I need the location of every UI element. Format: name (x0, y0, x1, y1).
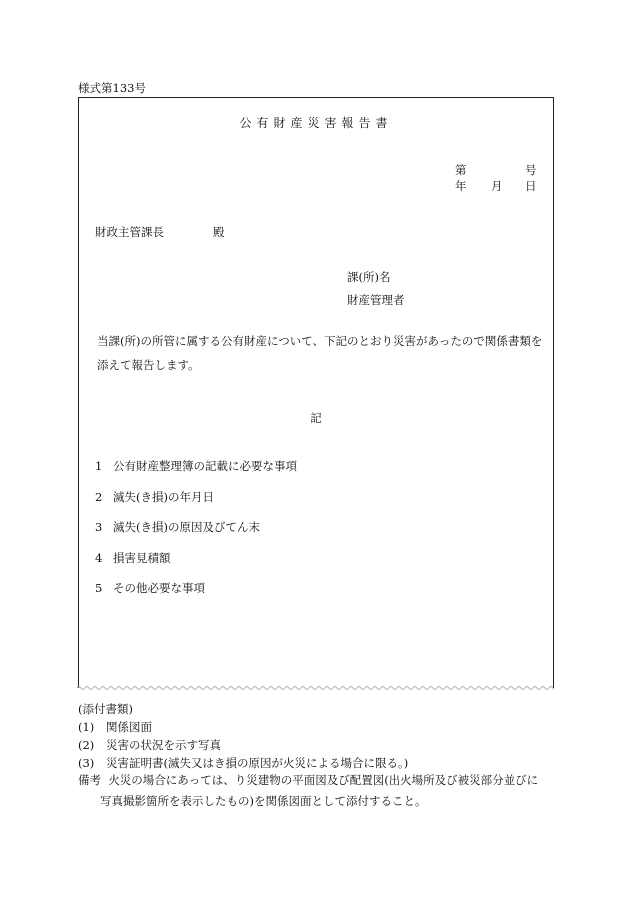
sender-dept: 課(所)名 (347, 270, 391, 284)
addressee-honorific: 殿 (213, 225, 225, 239)
list-item (95, 550, 171, 566)
body-paragraph: 当課(所)の所管に属する公有財産について、下記のとおり災害があったので関係書類を添えて報告します。 (97, 334, 543, 372)
item-text: 滅失(き損)の年月日 (113, 490, 214, 504)
list-item (95, 489, 214, 505)
list-item (78, 719, 152, 735)
doc-number-suffix: 号 (525, 163, 537, 177)
remarks-label: 備考 (78, 773, 101, 787)
item-text: その他必要な事項 (113, 581, 205, 595)
attachment-number: (3) (78, 756, 95, 770)
item-number: 3 (95, 520, 103, 534)
remarks-text-1: 火災の場合にあっては、り災建物の平面図及び配置図(出火場所及び被災部分並びに (108, 773, 539, 787)
item-text: 公有財産整理簿の記載に必要な事項 (113, 459, 297, 473)
attachment-text: 関係図面 (106, 720, 152, 734)
addressee-name: 財政主管課長 (95, 225, 164, 239)
remarks-line-2: 写真撮影箇所を表示したもの)を関係図面として添付すること。 (100, 794, 427, 808)
sender-manager: 財産管理者 (347, 293, 405, 307)
list-item (95, 580, 205, 596)
date-month: 月 (491, 179, 503, 193)
list-item (95, 458, 297, 474)
document-title: 公有財産災害報告書 (239, 116, 393, 130)
attachment-number: (2) (78, 738, 95, 752)
list-item (78, 737, 221, 753)
form-number: 様式第133号 (78, 81, 146, 95)
list-item (95, 519, 260, 535)
attachment-number: (1) (78, 720, 95, 734)
item-number: 5 (95, 581, 103, 595)
report-form-frame (78, 97, 554, 688)
item-number: 4 (95, 551, 103, 565)
attachment-text: 災害証明書(滅失又はき損の原因が火災による場合に限る。) (106, 756, 409, 770)
attachment-text: 災害の状況を示す写真 (106, 738, 221, 752)
doc-number-prefix: 第 (455, 163, 467, 177)
list-item (78, 755, 408, 771)
date-year: 年 (455, 179, 467, 193)
date-day: 日 (525, 179, 537, 193)
remarks-line-1 (78, 772, 538, 788)
item-text: 損害見積額 (113, 551, 171, 565)
ki-heading: 記 (310, 411, 322, 425)
cut-line (77, 684, 554, 692)
attachments-title: (添付書類) (78, 702, 133, 716)
item-text: 滅失(き損)の原因及びてん末 (113, 520, 260, 534)
item-number: 2 (95, 490, 103, 504)
item-number: 1 (95, 459, 103, 473)
